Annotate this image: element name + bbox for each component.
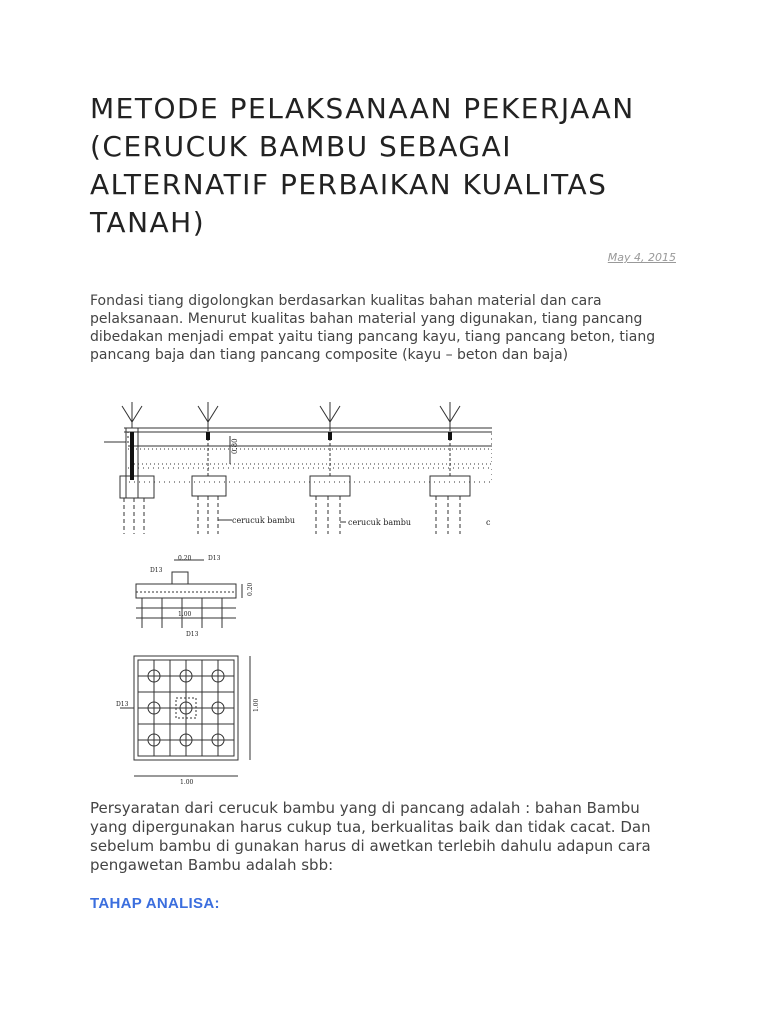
rebar-left-top-label: D13 [150, 567, 163, 574]
dim-width-plan-label: 1.00 [180, 779, 194, 786]
pile-cap-plan-drawing [112, 552, 262, 786]
section-heading-analysis: TAHAP ANALISA: [90, 895, 220, 912]
rebar-top-label: D13 [208, 555, 221, 562]
pile-label-3: c [486, 518, 491, 527]
depth-dimension-label: 0.80 [231, 438, 239, 454]
requirements-paragraph: Persyaratan dari cerucuk bambu yang di pancang adalah : bahan Bambu yang dipergunakan harus cukup tua, berkualitas baik dan tidak cacat. Dan sebelum bambu di gunakan harus di awetkan terlebih dahulu adapun cara pengawetan Bambu adalah sbb: [90, 799, 651, 874]
dim-width-section-label: 1.00 [178, 611, 192, 618]
pile-label-1: cerucuk bambu [232, 516, 295, 525]
intro-paragraph: Fondasi tiang digolongkan berdasarkan kualitas bahan material dan cara pelaksanaan. Menurut kualitas bahan material yang digunakan, tiang pancang dibedakan menjadi empat yaitu tiang pancang kayu, tiang pancang beton, tiang pancang baja dan tiang pancang composite (kayu – beton dan baja) [90, 293, 656, 363]
rebar-mid-label: D13 [186, 631, 199, 638]
rebar-left-label: D13 [116, 701, 129, 708]
dim-height-label: 1.00 [253, 698, 260, 712]
post-date-link[interactable]: May 4, 2015 [607, 251, 676, 264]
dim-top-label: 0.20 [178, 555, 192, 562]
dim-side-label: 0.20 [247, 582, 254, 596]
article-title: METODE PELAKSANAAN PEKERJAAN (CERUCUK BAMBU SEBAGAI ALTERNATIF PERBAIKAN KUALITAS TANAH) [90, 92, 635, 239]
pile-label-2: cerucuk bambu [348, 518, 411, 527]
foundation-section-drawing [104, 402, 492, 534]
